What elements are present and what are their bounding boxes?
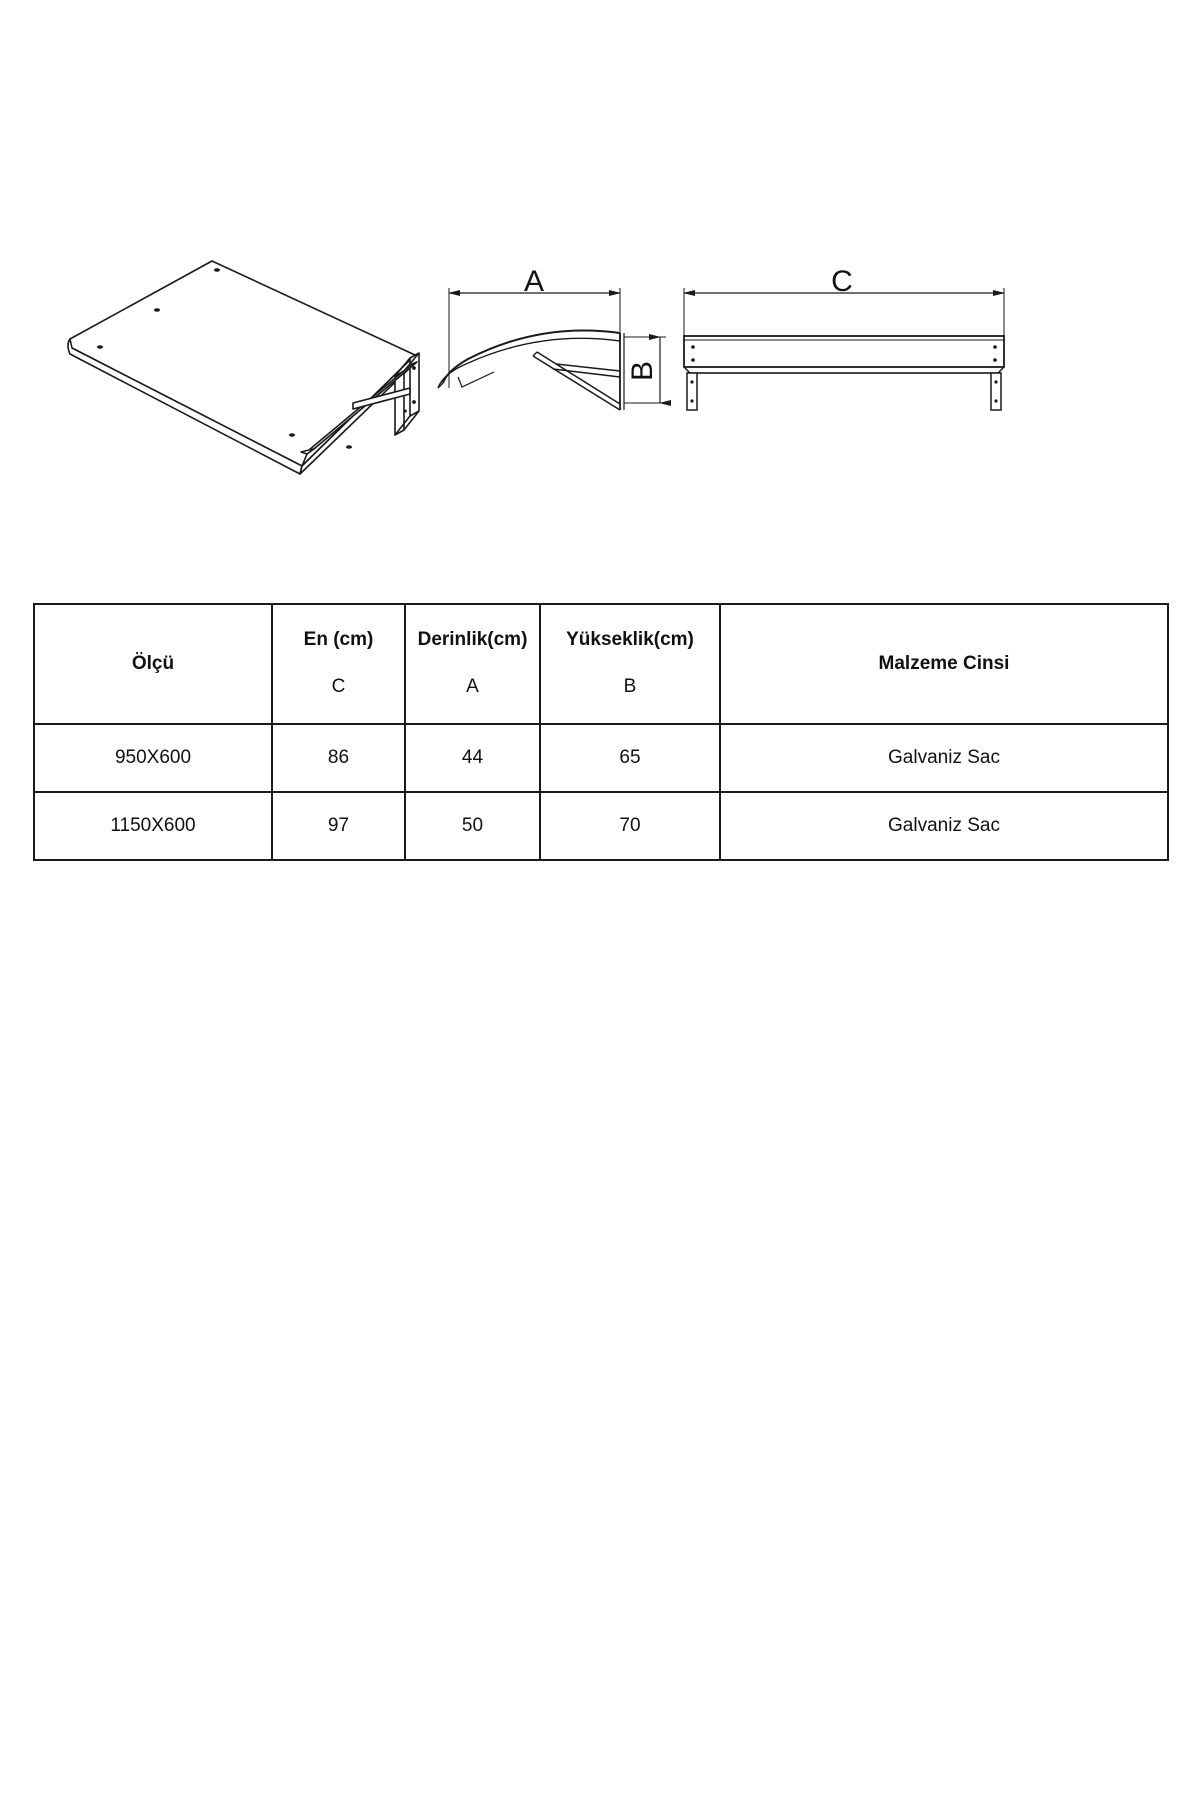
column-header-yukseklik [540, 604, 720, 724]
cell-derinlik: 44 [405, 724, 540, 792]
cell-en: 86 [272, 724, 405, 792]
specification-table [33, 603, 1169, 861]
column-header-yukseklik-label: Yükseklik(cm) [566, 629, 694, 651]
front-view [684, 288, 1004, 410]
column-header-malzeme-label: Malzeme Cinsi [878, 652, 1010, 674]
cell-malzeme: Galvaniz Sac [720, 792, 1168, 860]
dimension-a [449, 288, 620, 408]
technical-drawing-area [0, 0, 1200, 580]
column-header-derinlik [405, 604, 540, 724]
column-header-olcu [34, 604, 272, 724]
cell-olcu: 950X600 [34, 724, 272, 792]
column-header-malzeme [720, 604, 1168, 724]
column-header-yukseklik-symbol: B [623, 676, 637, 697]
cell-en: 97 [272, 792, 405, 860]
table-row [34, 792, 1168, 860]
dimension-a-label: A [523, 265, 545, 298]
table-row [34, 724, 1168, 792]
cell-yukseklik: 65 [540, 724, 720, 792]
specification-table-container [33, 603, 1167, 861]
dimension-c-label: C [831, 265, 853, 298]
column-header-olcu-label: Ölçü [131, 652, 175, 674]
cell-yukseklik: 70 [540, 792, 720, 860]
cell-olcu: 1150X600 [34, 792, 272, 860]
column-header-derinlik-symbol: A [466, 676, 479, 697]
isometric-view [68, 261, 419, 474]
column-header-en [272, 604, 405, 724]
dimension-b-label: B [626, 360, 659, 382]
side-view [438, 288, 666, 410]
cell-malzeme: Galvaniz Sac [720, 724, 1168, 792]
column-header-en-symbol: C [331, 676, 346, 697]
cell-derinlik: 50 [405, 792, 540, 860]
table-header-row [34, 604, 1168, 724]
column-header-derinlik-label: Derinlik(cm) [417, 629, 528, 651]
column-header-en-label: En (cm) [303, 629, 374, 651]
